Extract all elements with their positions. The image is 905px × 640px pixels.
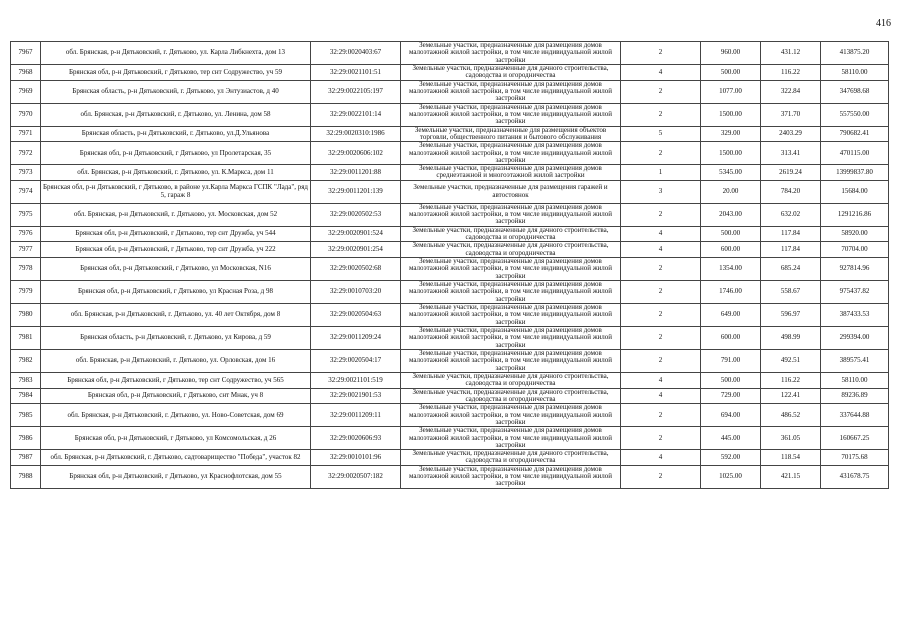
- table-row: [11, 80, 889, 103]
- cadastral-value-cell: 387433.53: [821, 303, 889, 326]
- specific-value-cell: 371.70: [761, 103, 821, 126]
- area-cell: 500.00: [701, 65, 761, 81]
- registry-body: [11, 42, 889, 489]
- area-cell: 1746.00: [701, 280, 761, 303]
- table-row: [11, 142, 889, 165]
- table-row: [11, 42, 889, 65]
- address-cell: Брянская обл, р-н Дятьковский, г Дятьково, ул Московская, N16: [41, 257, 311, 280]
- area-cell: 694.00: [701, 404, 761, 427]
- group-code-cell: 2: [621, 280, 701, 303]
- group-code-cell: 4: [621, 388, 701, 404]
- cadastral-value-cell: 557550.00: [821, 103, 889, 126]
- address-cell: Брянская обл, р-н Дятьковский, г Дятьково, тер снт Содружество, уч 565: [41, 372, 311, 388]
- group-code-cell: 2: [621, 465, 701, 488]
- cadastral-number-cell: 32:29:0010703:20: [311, 280, 401, 303]
- address-cell: обл. Брянская, р-н Дятьковский, г. Дятьково, ул. 40 лет Октября, дом 8: [41, 303, 311, 326]
- table-row: [11, 465, 889, 488]
- address-cell: Брянская обл, р-н Дятьковский, г Дятьково, снт Мнак, уч 8: [41, 388, 311, 404]
- cadastral-number-cell: 32:29:0020310:1986: [311, 126, 401, 142]
- cadastral-number-cell: 32:29:0020502:53: [311, 203, 401, 226]
- area-cell: 500.00: [701, 372, 761, 388]
- cadastral-number-cell: 32:29:0020403:67: [311, 42, 401, 65]
- group-code-cell: 4: [621, 372, 701, 388]
- land-use-cell: Земельные участки, предназначенные для размещения домов малоэтажной жилой застройки, в том числе индивидуальной жилой застройки: [401, 326, 621, 349]
- table-row: [11, 242, 889, 258]
- cadastral-value-cell: 431678.75: [821, 465, 889, 488]
- row-number-cell: 7979: [11, 280, 41, 303]
- table-row: [11, 180, 889, 203]
- address-cell: Брянская обл, р-н Дятьковский, г Дятьково, тер снт Дружба, уч 222: [41, 242, 311, 258]
- address-cell: обл. Брянская, р-н Дятьковский, г. Дятьково, ул. Ново-Советская, дом 69: [41, 404, 311, 427]
- specific-value-cell: 122.41: [761, 388, 821, 404]
- land-use-cell: Земельные участки, предназначенные для размещения домов малоэтажной жилой застройки, в том числе индивидуальной жилой застройки: [401, 427, 621, 450]
- cadastral-value-cell: 13999837.80: [821, 165, 889, 181]
- cadastral-value-cell: 15684.00: [821, 180, 889, 203]
- group-code-cell: 5: [621, 126, 701, 142]
- address-cell: Брянская область, р-н Дятьковский, г. Дятьково, ул Энтузиастов, д 40: [41, 80, 311, 103]
- row-number-cell: 7971: [11, 126, 41, 142]
- specific-value-cell: 117.84: [761, 242, 821, 258]
- group-code-cell: 2: [621, 80, 701, 103]
- table-row: [11, 404, 889, 427]
- specific-value-cell: 558.67: [761, 280, 821, 303]
- land-use-cell: Земельные участки, предназначенные для дачного строительства, садоводства и огородничества: [401, 450, 621, 466]
- cadastral-number-cell: 32:29:0020507:182: [311, 465, 401, 488]
- address-cell: Брянская обл, р-н Дятьковский, г Дятьково, ул Красная Роза, д 98: [41, 280, 311, 303]
- cadastral-number-cell: 32:29:0011209:11: [311, 404, 401, 427]
- land-use-cell: Земельные участки, предназначенные для размещения домов малоэтажной жилой застройки, в том числе индивидуальной жилой застройки: [401, 465, 621, 488]
- row-number-cell: 7981: [11, 326, 41, 349]
- specific-value-cell: 322.84: [761, 80, 821, 103]
- row-number-cell: 7978: [11, 257, 41, 280]
- row-number-cell: 7968: [11, 65, 41, 81]
- cadastral-number-cell: 32:29:0011201:88: [311, 165, 401, 181]
- area-cell: 592.00: [701, 450, 761, 466]
- cadastral-value-cell: 1291216.86: [821, 203, 889, 226]
- area-cell: 1354.00: [701, 257, 761, 280]
- area-cell: 2043.00: [701, 203, 761, 226]
- cadastral-value-cell: 975437.82: [821, 280, 889, 303]
- row-number-cell: 7972: [11, 142, 41, 165]
- table-row: [11, 257, 889, 280]
- specific-value-cell: 421.15: [761, 465, 821, 488]
- cadastral-value-cell: 160667.25: [821, 427, 889, 450]
- cadastral-number-cell: 32:29:0022101:14: [311, 103, 401, 126]
- table-row: [11, 280, 889, 303]
- cadastral-number-cell: 32:29:0021901:53: [311, 388, 401, 404]
- row-number-cell: 7976: [11, 226, 41, 242]
- row-number-cell: 7985: [11, 404, 41, 427]
- table-row: [11, 165, 889, 181]
- cadastral-number-cell: 32:29:0020502:68: [311, 257, 401, 280]
- area-cell: 1025.00: [701, 465, 761, 488]
- specific-value-cell: 116.22: [761, 372, 821, 388]
- row-number-cell: 7986: [11, 427, 41, 450]
- address-cell: Брянская обл, р-н Дятьковский, г Дятьково, ул Пролетарская, 35: [41, 142, 311, 165]
- row-number-cell: 7982: [11, 349, 41, 372]
- specific-value-cell: 431.12: [761, 42, 821, 65]
- specific-value-cell: 492.51: [761, 349, 821, 372]
- land-use-cell: Земельные участки, предназначенные для размещения гаражей и автостоянок: [401, 180, 621, 203]
- row-number-cell: 7967: [11, 42, 41, 65]
- group-code-cell: 2: [621, 404, 701, 427]
- address-cell: обл. Брянская, р-н Дятьковский, г. Дятьково, ул. Карла Либкнехта, дом 13: [41, 42, 311, 65]
- cadastral-number-cell: 32:29:0020901:254: [311, 242, 401, 258]
- address-cell: Брянская область, р-н Дятьковский, г. Дятьково, ул.Д.Ульянова: [41, 126, 311, 142]
- row-number-cell: 7980: [11, 303, 41, 326]
- cadastral-number-cell: 32:29:0020504:63: [311, 303, 401, 326]
- group-code-cell: 1: [621, 165, 701, 181]
- address-cell: обл. Брянская, р-н Дятьковский, г. Дятьково, ул. Ленина, дом 58: [41, 103, 311, 126]
- group-code-cell: 4: [621, 242, 701, 258]
- table-row: [11, 349, 889, 372]
- specific-value-cell: 685.24: [761, 257, 821, 280]
- land-use-cell: Земельные участки, предназначенные для размещения объектов торговли, общественного питания и бытового обслуживания: [401, 126, 621, 142]
- cadastral-value-cell: 389575.41: [821, 349, 889, 372]
- land-use-cell: Земельные участки, предназначенные для размещения домов малоэтажной жилой застройки, в том числе индивидуальной жилой застройки: [401, 142, 621, 165]
- group-code-cell: 2: [621, 257, 701, 280]
- address-cell: обл. Брянская, р-н Дятьковский, г. Дятьково, садтоварищество "Победа", участок 82: [41, 450, 311, 466]
- area-cell: 500.00: [701, 226, 761, 242]
- specific-value-cell: 117.84: [761, 226, 821, 242]
- land-use-cell: Земельные участки, предназначенные для размещения домов среднеэтажной и многоэтажной жилой застройки: [401, 165, 621, 181]
- table-row: [11, 226, 889, 242]
- cadastral-value-cell: 70704.00: [821, 242, 889, 258]
- table-row: [11, 65, 889, 81]
- cadastral-number-cell: 32:29:0020606:93: [311, 427, 401, 450]
- table-row: [11, 450, 889, 466]
- table-row: [11, 303, 889, 326]
- table-row: [11, 203, 889, 226]
- land-use-cell: Земельные участки, предназначенные для дачного строительства, садоводства и огородничества: [401, 65, 621, 81]
- row-number-cell: 7988: [11, 465, 41, 488]
- group-code-cell: 4: [621, 450, 701, 466]
- table-row: [11, 372, 889, 388]
- address-cell: Брянская обл, р-н Дятьковский, г Дятьково, в районе ул.Карла Маркса ГСПК "Лада", ряд 5, гараж 8: [41, 180, 311, 203]
- cadastral-registry-table: [10, 41, 889, 489]
- address-cell: обл. Брянская, р-н Дятьковский, г. Дятьково, ул. Московская, дом 52: [41, 203, 311, 226]
- area-cell: 5345.00: [701, 165, 761, 181]
- cadastral-value-cell: 58110.00: [821, 372, 889, 388]
- area-cell: 1500.00: [701, 142, 761, 165]
- table-row: [11, 126, 889, 142]
- land-use-cell: Земельные участки, предназначенные для дачного строительства, садоводства и огородничества: [401, 226, 621, 242]
- group-code-cell: 2: [621, 142, 701, 165]
- land-use-cell: Земельные участки, предназначенные для размещения домов малоэтажной жилой застройки, в том числе индивидуальной жилой застройки: [401, 80, 621, 103]
- address-cell: обл. Брянская, р-н Дятьковский, г. Дятьково, ул. К.Маркса, дом 11: [41, 165, 311, 181]
- cadastral-value-cell: 927814.96: [821, 257, 889, 280]
- cadastral-value-cell: 299394.00: [821, 326, 889, 349]
- specific-value-cell: 486.52: [761, 404, 821, 427]
- land-use-cell: Земельные участки, предназначенные для дачного строительства, садоводства и огородничества: [401, 372, 621, 388]
- row-number-cell: 7983: [11, 372, 41, 388]
- row-number-cell: 7987: [11, 450, 41, 466]
- cadastral-value-cell: 89236.89: [821, 388, 889, 404]
- table-row: [11, 103, 889, 126]
- row-number-cell: 7975: [11, 203, 41, 226]
- row-number-cell: 7977: [11, 242, 41, 258]
- row-number-cell: 7984: [11, 388, 41, 404]
- area-cell: 1077.00: [701, 80, 761, 103]
- row-number-cell: 7973: [11, 165, 41, 181]
- cadastral-number-cell: 32:29:0011201:139: [311, 180, 401, 203]
- cadastral-number-cell: 32:29:0021101:51: [311, 65, 401, 81]
- cadastral-number-cell: 32:29:0020606:102: [311, 142, 401, 165]
- area-cell: 1500.00: [701, 103, 761, 126]
- specific-value-cell: 361.05: [761, 427, 821, 450]
- specific-value-cell: 313.41: [761, 142, 821, 165]
- land-use-cell: Земельные участки, предназначенные для размещения домов малоэтажной жилой застройки, в том числе индивидуальной жилой застройки: [401, 349, 621, 372]
- cadastral-value-cell: 58110.00: [821, 65, 889, 81]
- group-code-cell: 2: [621, 103, 701, 126]
- specific-value-cell: 784.20: [761, 180, 821, 203]
- cadastral-value-cell: 337644.88: [821, 404, 889, 427]
- cadastral-value-cell: 58920.00: [821, 226, 889, 242]
- row-number-cell: 7974: [11, 180, 41, 203]
- land-use-cell: Земельные участки, предназначенные для размещения домов малоэтажной жилой застройки, в том числе индивидуальной жилой застройки: [401, 203, 621, 226]
- address-cell: Брянская область, р-н Дятьковский, г. Дятьково, ул Кирова, д 59: [41, 326, 311, 349]
- area-cell: 729.00: [701, 388, 761, 404]
- land-use-cell: Земельные участки, предназначенные для размещения домов малоэтажной жилой застройки, в том числе индивидуальной жилой застройки: [401, 404, 621, 427]
- cadastral-number-cell: 32:29:0020504:17: [311, 349, 401, 372]
- table-row: [11, 326, 889, 349]
- specific-value-cell: 632.02: [761, 203, 821, 226]
- cadastral-number-cell: 32:29:0010101:96: [311, 450, 401, 466]
- group-code-cell: 2: [621, 349, 701, 372]
- specific-value-cell: 116.22: [761, 65, 821, 81]
- area-cell: 960.00: [701, 42, 761, 65]
- area-cell: 791.00: [701, 349, 761, 372]
- address-cell: обл. Брянская, р-н Дятьковский, г. Дятьково, ул. Орловская, дом 16: [41, 349, 311, 372]
- table-row: [11, 427, 889, 450]
- area-cell: 600.00: [701, 242, 761, 258]
- cadastral-value-cell: 347698.68: [821, 80, 889, 103]
- cadastral-value-cell: 470115.00: [821, 142, 889, 165]
- group-code-cell: 3: [621, 180, 701, 203]
- group-code-cell: 2: [621, 303, 701, 326]
- group-code-cell: 4: [621, 65, 701, 81]
- land-use-cell: Земельные участки, предназначенные для дачного строительства, садоводства и огородничества: [401, 242, 621, 258]
- specific-value-cell: 498.99: [761, 326, 821, 349]
- area-cell: 600.00: [701, 326, 761, 349]
- cadastral-value-cell: 413875.20: [821, 42, 889, 65]
- address-cell: Брянская обл, р-н Дятьковский, г Дятьково, ул Краснофлотская, дом 55: [41, 465, 311, 488]
- cadastral-value-cell: 70175.68: [821, 450, 889, 466]
- land-use-cell: Земельные участки, предназначенные для размещения домов малоэтажной жилой застройки, в том числе индивидуальной жилой застройки: [401, 42, 621, 65]
- cadastral-number-cell: 32:29:0020901:524: [311, 226, 401, 242]
- group-code-cell: 2: [621, 427, 701, 450]
- cadastral-value-cell: 790682.41: [821, 126, 889, 142]
- cadastral-number-cell: 32:29:0011209:24: [311, 326, 401, 349]
- land-use-cell: Земельные участки, предназначенные для размещения домов малоэтажной жилой застройки, в том числе индивидуальной жилой застройки: [401, 257, 621, 280]
- group-code-cell: 2: [621, 326, 701, 349]
- area-cell: 329.00: [701, 126, 761, 142]
- land-use-cell: Земельные участки, предназначенные для дачного строительства, садоводства и огородничества: [401, 388, 621, 404]
- cadastral-number-cell: 32:29:0022105:197: [311, 80, 401, 103]
- row-number-cell: 7970: [11, 103, 41, 126]
- area-cell: 445.00: [701, 427, 761, 450]
- specific-value-cell: 2403.29: [761, 126, 821, 142]
- cadastral-number-cell: 32:29:0021101:519: [311, 372, 401, 388]
- land-use-cell: Земельные участки, предназначенные для размещения домов малоэтажной жилой застройки, в том числе индивидуальной жилой застройки: [401, 303, 621, 326]
- group-code-cell: 2: [621, 203, 701, 226]
- address-cell: Брянская обл, р-н Дятьковский, г Дятьково, тер снт Содружество, уч 59: [41, 65, 311, 81]
- specific-value-cell: 118.54: [761, 450, 821, 466]
- area-cell: 20.00: [701, 180, 761, 203]
- row-number-cell: 7969: [11, 80, 41, 103]
- specific-value-cell: 596.97: [761, 303, 821, 326]
- group-code-cell: 2: [621, 42, 701, 65]
- table-row: [11, 388, 889, 404]
- land-use-cell: Земельные участки, предназначенные для размещения домов малоэтажной жилой застройки, в том числе индивидуальной жилой застройки: [401, 280, 621, 303]
- page-number: 416: [876, 18, 891, 29]
- address-cell: Брянская обл, р-н Дятьковский, г Дятьково, ул Комсомольская, д 26: [41, 427, 311, 450]
- address-cell: Брянская обл, р-н Дятьковский, г Дятьково, тер снт Дружба, уч 544: [41, 226, 311, 242]
- land-use-cell: Земельные участки, предназначенные для размещения домов малоэтажной жилой застройки, в том числе индивидуальной жилой застройки: [401, 103, 621, 126]
- area-cell: 649.00: [701, 303, 761, 326]
- group-code-cell: 4: [621, 226, 701, 242]
- specific-value-cell: 2619.24: [761, 165, 821, 181]
